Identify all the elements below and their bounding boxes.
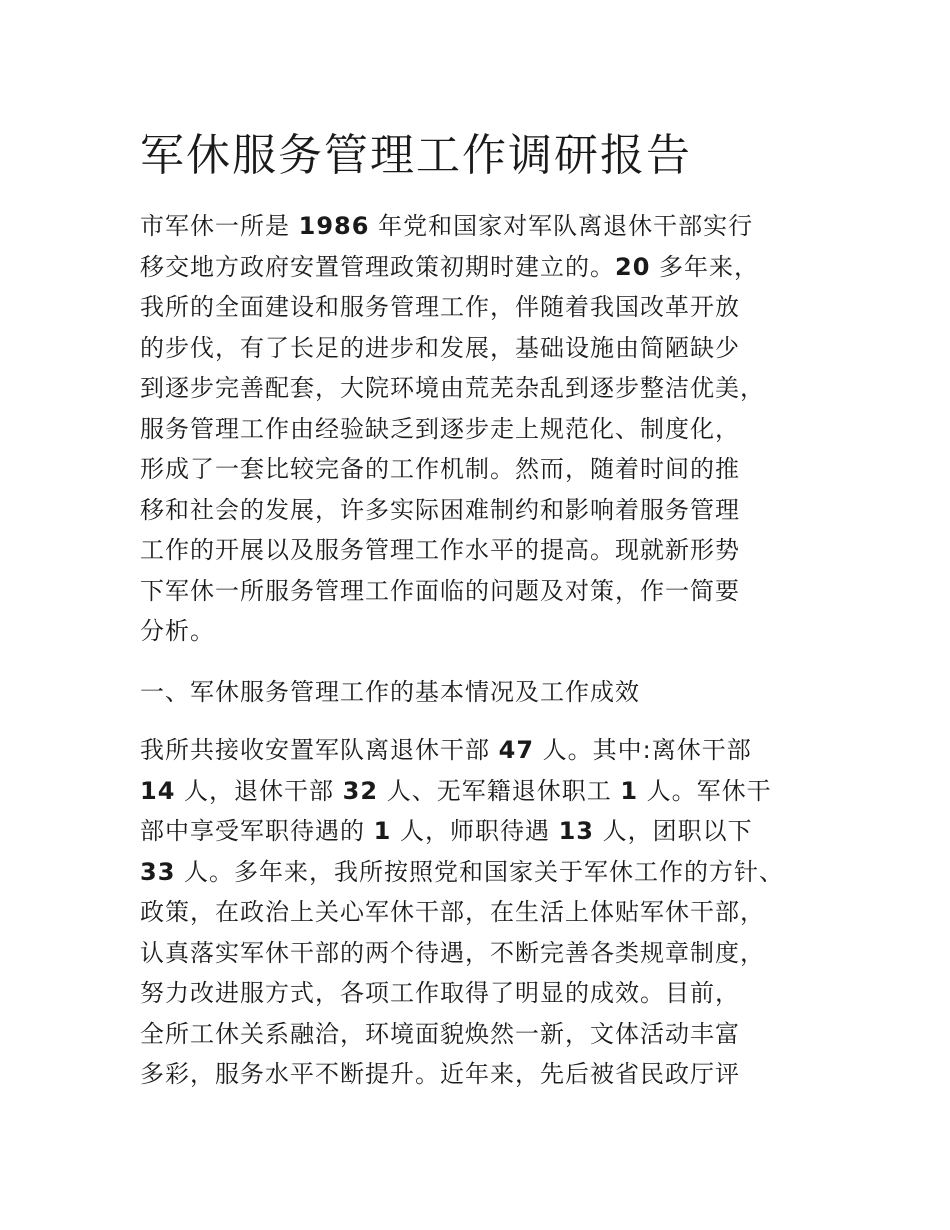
paragraph-line: 部中享受军职待遇的 1 人，师职待遇 13 人，团职以下 [140,817,753,845]
paragraph-line: 形成了一套比较完备的工作机制。然而，随着时间的推 [140,455,740,483]
paragraph-line: 市军休一所是 1986 年党和国家对军队离退休干部实行 [140,212,754,240]
paragraph-line: 多彩，服务水平不断提升。近年来，先后被省民政厅评 [140,1060,740,1088]
paragraph-line: 认真落实军休干部的两个待遇，不断完善各类规章制度， [140,938,765,967]
paragraph-line: 移和社会的发展，许多实际困难制约和影响着服务管理 [140,495,740,524]
paragraph-line: 分析。 [140,617,215,645]
paragraph-line: 移交地方政府安置管理政策初期时建立的。20 多年来， [140,252,760,281]
section1-paragraph [140,730,830,1095]
paragraph-line: 我所的全面建设和服务管理工作，伴随着我国改革开放 [140,293,740,321]
paragraph-line: 政策，在政治上关心军休干部，在生活上体贴军休干部， [140,898,765,926]
paragraph-line: 下军休一所服务管理工作面临的问题及对策，作一简要 [140,576,740,605]
paragraph-line: 我所共接收安置军队离退休干部 47 人。其中:离休干部 [140,736,752,764]
paragraph-line: 到逐步完善配套，大院环境由荒芜杂乱到逐步整洁优美， [140,374,765,402]
paragraph-line: 服务管理工作由经验缺乏到逐步走上规范化、制度化， [140,414,740,443]
paragraph-line: 工作的开展以及服务管理工作水平的提高。现就新形势 [140,536,740,564]
document-title: 军休服务管理工作调研报告 [140,130,692,181]
intro-paragraph [140,206,830,652]
paragraph-line: 的步伐，有了长足的进步和发展，基础设施由简陋缺少 [140,333,740,362]
paragraph-line: 努力改进服方式，各项工作取得了明显的成效。目前， [140,979,740,1007]
paragraph-line: 14 人，退休干部 32 人、无军籍退休职工 1 人。军休干 [140,776,772,805]
section-heading: 一、军休服务管理工作的基本情况及工作成效 [140,678,640,706]
paragraph-line: 33 人。多年来，我所按照党和国家关于军休工作的方针、 [140,857,785,886]
paragraph-line: 全所工休关系融洽，环境面貌焕然一新，文体活动丰富 [140,1019,740,1048]
